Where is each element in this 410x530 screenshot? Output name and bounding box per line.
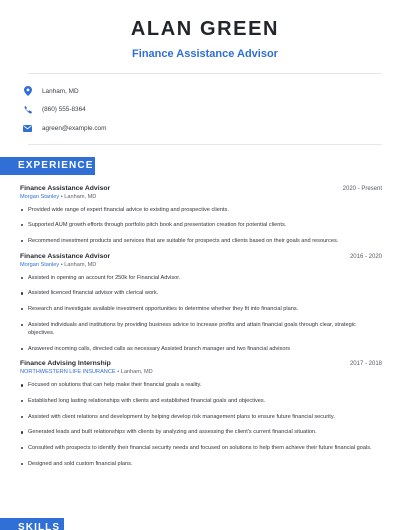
- job-title: Finance Assistance Advisor: [20, 252, 111, 260]
- email-icon: [22, 123, 33, 134]
- job-company: Morgan Stanley: [20, 261, 60, 268]
- job-entry: [20, 360, 382, 468]
- job-bullet: Assisted in opening an account for 250k for Financial Advisor.: [20, 274, 382, 282]
- resume-header: [0, 0, 410, 60]
- job-separator: •: [60, 261, 65, 268]
- job-company: Morgan Stanley: [20, 193, 60, 200]
- experience-heading: EXPERIENCE: [0, 157, 95, 175]
- job-bullet: Supported AUM growth efforts through portfolio pitch book and presentation creation for potential clients.: [20, 221, 382, 229]
- job-bullet: Generated leads and built relationships with clients by analyzing and assessing the client's current financial situation.: [20, 428, 382, 436]
- contact-email: [22, 119, 410, 138]
- candidate-title: Finance Assistance Advisor: [132, 48, 278, 60]
- job-bullet: Designed and sold custom financial plans.: [20, 460, 382, 468]
- job-bullet: Established long lasting relationships with clients and established financial goals and objectives.: [20, 397, 382, 405]
- contact-list: [0, 74, 410, 138]
- job-bullets: [20, 274, 382, 353]
- job-location: Lanham, MD: [64, 261, 97, 268]
- job-dates: 2017 - 2018: [349, 361, 382, 368]
- contact-email-text: agreen@example.com: [42, 124, 107, 132]
- job-bullets: [20, 381, 382, 468]
- job-dates: 2020 - Present: [342, 185, 382, 192]
- job-organization: [20, 194, 382, 200]
- job-bullet: Focused on solutions that can help make their financial goals a reality.: [20, 381, 382, 389]
- map-pin-icon: [22, 86, 33, 97]
- contact-phone-text: (860) 555-8364: [42, 106, 86, 114]
- job-bullets: [20, 206, 382, 246]
- contact-location: [22, 82, 410, 101]
- job-bullet: Research and investigate available investment opportunities to determine whether they fit into financial plans.: [20, 305, 382, 313]
- job-organization: [20, 262, 382, 268]
- phone-icon: [22, 104, 33, 115]
- job-separator: •: [60, 193, 65, 200]
- job-title: Finance Advising Internship: [20, 360, 111, 368]
- job-location: Lanham, MD: [64, 193, 97, 200]
- contact-divider: [28, 144, 382, 145]
- job-separator: •: [117, 369, 121, 376]
- candidate-name: ALAN GREEN: [130, 18, 280, 40]
- job-bullet: Assisted with client relations and development by helping develop risk management plans to ensure future financial security.: [20, 413, 382, 421]
- job-entry: [20, 253, 382, 353]
- job-bullet: Assisted licenced financial advisor with clerical work.: [20, 289, 382, 297]
- contact-location-text: Lanham, MD: [42, 87, 79, 95]
- job-bullet: Consulted with prospects to identify their financial security needs and focused on solutions to help them achieve their future financial goals.: [20, 444, 382, 452]
- experience-list: [0, 185, 410, 469]
- job-organization: [20, 369, 382, 375]
- skills-heading: SKILLS: [0, 518, 64, 530]
- job-title: Finance Assistance Advisor: [20, 184, 111, 192]
- contact-phone: [22, 101, 410, 120]
- job-bullet: Answered incoming calls, directed calls as necessary Assisted branch manager and two financial advisors: [20, 345, 382, 353]
- job-bullet: Recommend investment products and services that are suitable for prospects and clients based on their goals and resources.: [20, 237, 382, 245]
- job-company: NORTHWESTERN LIFE INSURANCE: [20, 369, 116, 376]
- job-entry: [20, 185, 382, 246]
- job-location: Lanham, MD: [120, 369, 153, 376]
- job-bullet: Assisted individuals and institutions by providing business advice to increase profits and attain financial goals through clear, strategic objectives.: [20, 321, 382, 337]
- job-dates: 2016 - 2020: [349, 253, 382, 260]
- job-bullet: Provided wide range of expert financial advice to existing and prospective clients.: [20, 206, 382, 214]
